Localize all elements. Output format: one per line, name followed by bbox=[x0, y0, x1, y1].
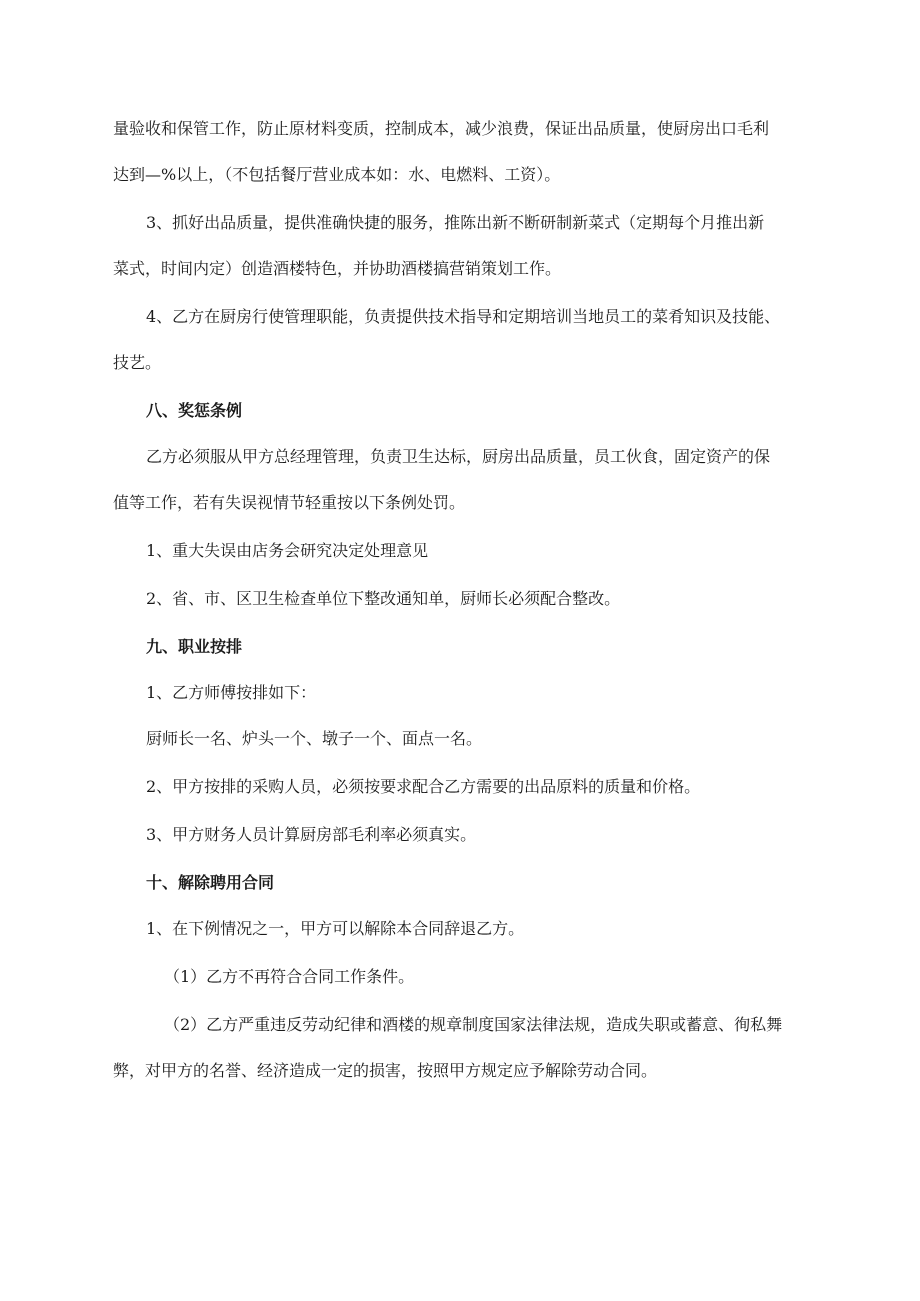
paragraph-line: 弊，对甲方的名誉、经济造成一定的损害，按照甲方规定应予解除劳动合同。 bbox=[113, 1061, 658, 1080]
paragraph-line: 量验收和保管工作，防止原材料变质，控制成本，减少浪费，保证出品质量，使厨房出口毛利 bbox=[113, 119, 770, 138]
section-heading: 十、解除聘用合同 bbox=[146, 873, 275, 892]
paragraph-line: 菜式，时间内定）创造酒楼特色，并协助酒楼搞营销策划工作。 bbox=[113, 259, 562, 278]
paragraph-line: 乙方必须服从甲方总经理管理，负责卫生达标，厨房出品质量，员工伙食，固定资产的保 bbox=[146, 447, 771, 466]
paragraph-line: 3、抓好出品质量，提供准确快捷的服务，推陈出新不断研制新菜式（定期每个月推出新 bbox=[146, 213, 765, 232]
list-item: 1、乙方师傅按排如下： bbox=[146, 683, 317, 702]
sub-item: （2）乙方严重违反劳动纪律和酒楼的规章制度国家法律法规，造成失职或蓄意、徇私舞 bbox=[164, 1015, 783, 1034]
list-item: 3、甲方财务人员计算厨房部毛利率必须真实。 bbox=[146, 825, 477, 844]
paragraph-line: 达到—%以上，（不包括餐厅营业成本如：水、电燃料、工资）。 bbox=[113, 165, 561, 184]
section-heading: 九、职业按排 bbox=[146, 637, 243, 656]
document-page bbox=[113, 118, 813, 1082]
list-item: 1、在下例情况之一，甲方可以解除本合同辞退乙方。 bbox=[146, 919, 525, 938]
list-item: 厨师长一名、炉头一个、墩子一个、面点一名。 bbox=[146, 729, 483, 748]
list-item: 2、甲方按排的采购人员，必须按要求配合乙方需要的出品原料的质量和价格。 bbox=[146, 777, 701, 796]
sub-item: （1）乙方不再符合合同工作条件。 bbox=[164, 967, 415, 986]
paragraph-line: 4、乙方在厨房行使管理职能，负责提供技术指导和定期培训当地员工的菜肴知识及技能、 bbox=[146, 307, 781, 326]
paragraph-line: 值等工作，若有失误视情节轻重按以下条例处罚。 bbox=[113, 493, 466, 512]
list-item: 2、省、市、区卫生检查单位下整改通知单，厨师长必须配合整改。 bbox=[146, 589, 621, 608]
paragraph-line: 技艺。 bbox=[113, 353, 162, 372]
section-heading: 八、奖惩条例 bbox=[146, 401, 243, 420]
list-item: 1、重大失误由店务会研究决定处理意见 bbox=[146, 541, 429, 560]
